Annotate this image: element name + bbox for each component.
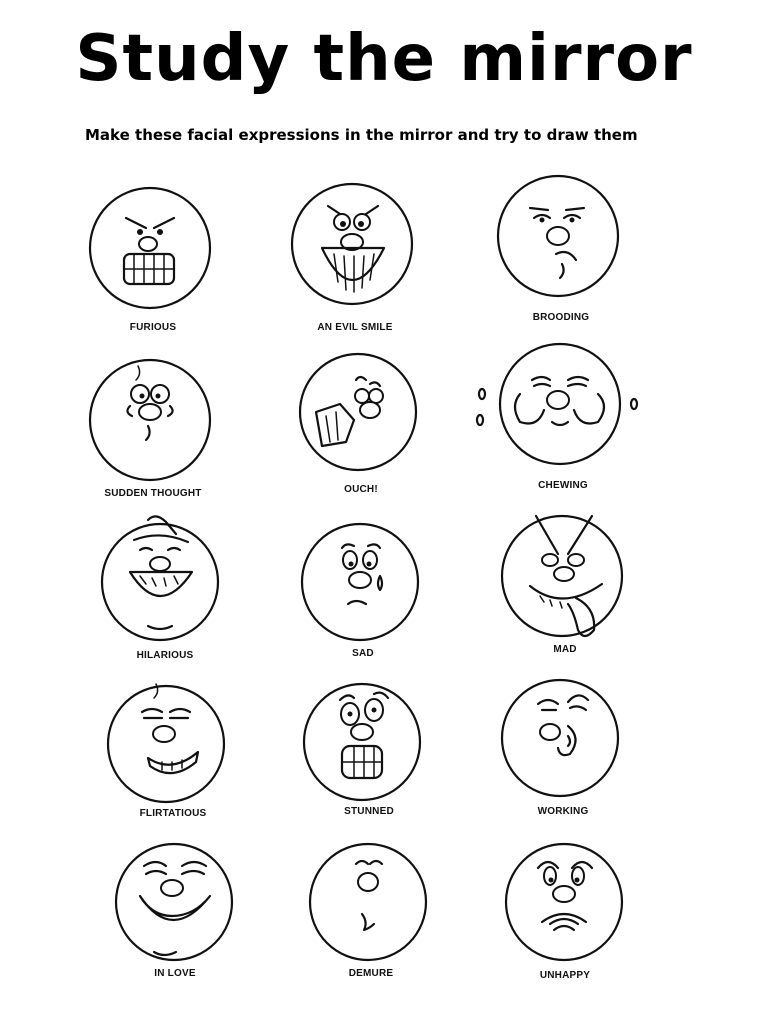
face-mad xyxy=(500,512,630,662)
face-label: HILARIOUS xyxy=(136,650,194,661)
sad-face-icon xyxy=(298,520,428,650)
face-evil-smile xyxy=(290,182,420,332)
page-title: Study the mirror xyxy=(75,22,693,96)
ouch-face-icon xyxy=(296,352,426,482)
face-label: SUDDEN THOUGHT xyxy=(104,488,202,499)
face-label: IN LOVE xyxy=(154,968,196,979)
face-label: UNHAPPY xyxy=(539,970,591,981)
face-label: SAD xyxy=(352,648,374,659)
face-in-love xyxy=(110,840,240,990)
face-furious xyxy=(88,188,218,338)
hilarious-face-icon xyxy=(100,520,230,650)
working-face-icon xyxy=(498,676,628,806)
face-flirtatious xyxy=(108,682,238,832)
face-stunned xyxy=(304,680,434,830)
face-ouch xyxy=(296,352,426,502)
face-sudden-thought xyxy=(88,358,218,508)
stunned-face-icon xyxy=(304,680,434,810)
page-subtitle: Make these facial expressions in the mirror and try to draw them xyxy=(85,126,638,144)
chewing-face-icon xyxy=(498,344,628,474)
face-sad xyxy=(298,520,428,670)
face-hilarious xyxy=(100,520,230,670)
face-label: BROODING xyxy=(532,312,590,323)
brooding-face-icon xyxy=(496,176,626,306)
in-love-face-icon xyxy=(110,840,240,970)
face-brooding xyxy=(496,176,626,326)
face-working xyxy=(498,676,628,826)
face-label: FURIOUS xyxy=(129,322,177,333)
mad-face-icon xyxy=(500,512,630,642)
face-demure xyxy=(306,842,436,992)
face-chewing xyxy=(498,344,628,494)
face-label: AN EVIL SMILE xyxy=(317,322,393,333)
flirtatious-face-icon xyxy=(108,682,238,812)
face-label: OUCH! xyxy=(344,484,378,495)
face-label: FLIRTATIOUS xyxy=(139,808,207,819)
face-label: CHEWING xyxy=(538,480,588,491)
face-label: MAD xyxy=(553,644,577,655)
face-label: DEMURE xyxy=(348,968,394,979)
evil-smile-face-icon xyxy=(290,182,420,312)
face-unhappy xyxy=(500,840,630,990)
face-label: WORKING xyxy=(537,806,589,817)
face-label: STUNNED xyxy=(344,806,394,817)
furious-face-icon xyxy=(88,188,218,318)
sudden-thought-face-icon xyxy=(88,358,218,488)
demure-face-icon xyxy=(306,842,436,972)
unhappy-face-icon xyxy=(500,840,630,970)
